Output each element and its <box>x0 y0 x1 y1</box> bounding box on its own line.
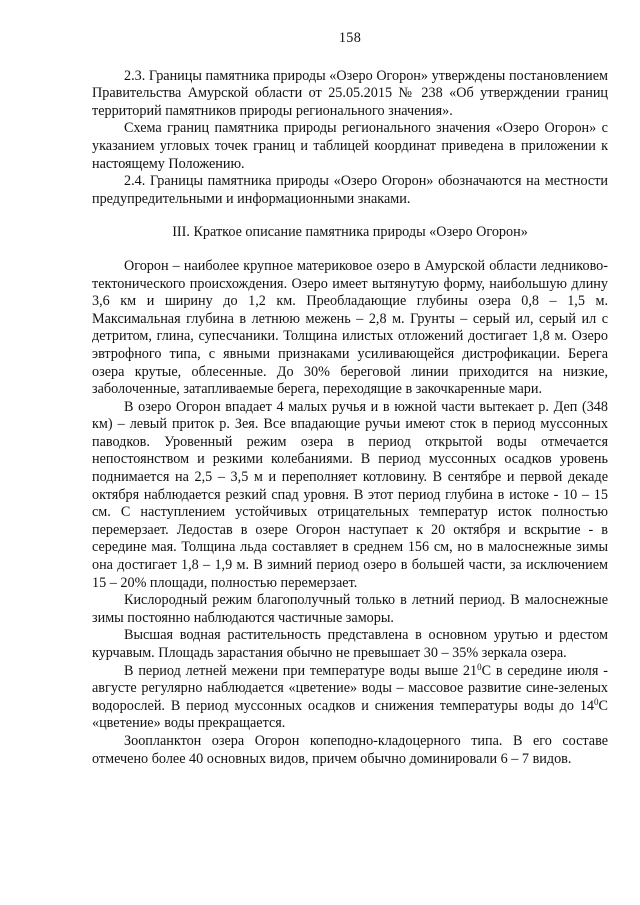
paragraph-lake-description: Огорон – наиболее крупное материковое озеро в Амурской области ледниково-тектонического происхождения. Озеро имеет вытянутую форму, наибольшую длину 3,6 км и ширину до 1,2 км. Преобладающие глубины озера 0,8 – 1,5 м. Максимальная глубина в летнюю межень – 2,8 м. Грунты – серый ил, серый ил с детритом, глина, супесчаники. Толщина илистых отложений достигает 1,8 м. Озеро эвтрофного типа, с явными признаками усиливающейся дистрофикации. Берега озера крутые, облесенные. До 30% береговой линии приходится на низкие, заболоченные, затапливаемые берега, переходящие в закочкаренные мари. <box>92 257 608 398</box>
paragraph-2-3: 2.3. Границы памятника природы «Озеро Огорон» утверждены постановлением Правительства Амурской области от 25.05.2015 № 238 «Об утверждении границ территорий памятников природы регионального значения». <box>92 67 608 119</box>
section-iii-heading: III. Краткое описание памятника природы «Озеро Огорон» <box>172 224 528 241</box>
bloom-text-part-1: В период летней межени при температуре воды выше 21 <box>124 662 478 679</box>
paragraph-zooplankton: Зоопланктон озера Огорон копеподно-кладоцерного типа. В его составе отмечено более 40 основных видов, причем обычно доминировали 6 – 7 видов. <box>92 732 608 767</box>
paragraph-water-bloom <box>92 663 608 733</box>
paragraph-streams-and-ice: В озеро Огорон впадает 4 малых ручья и в южной части вытекает р. Деп (348 км) – левый приток р. Зея. Все впадающие ручьи имеют сток в период муссонных паводков. Уровенный режим озера в период открытой воды отмечается непостоянством и резкими колебаниями. В период муссонных осадков уровень поднимается на 2,5 – 3,5 м и переполняет котловину. В сентябре и первой декаде октября наблюдается резкий спад уровня. В этот период глубина в истоке - 10 – 15 см. С наступлением устойчивых отрицательных температур исток полностью перемерзает. Ледостав в озере Огорон наступает к 20 октября и вскрытие - в середине мая. Толщина льда составляет в среднем 156 см, но в малоснежные зимы она достигает 1,8 – 1,9 м. В зимний период озеро в большей части, за исключением 15 – 20% площади, полностью перемерзает. <box>92 398 608 591</box>
paragraph-vegetation: Высшая водная растительность представлена в основном урутью и рдестом курчавым. Площадь зарастания обычно не превышает 30 – 35% зеркала озера. <box>92 627 608 661</box>
paragraph-2-4: 2.4. Границы памятника природы «Озеро Огорон» обозначаются на местности предупредительными и информационными знаками. <box>92 173 608 207</box>
page-number: 158 <box>338 30 362 46</box>
degree-superscript-1: 0 <box>477 661 482 672</box>
paragraph-scheme: Схема границ памятника природы регионального значения «Озеро Огорон» с указанием угловых точек границ и таблицей координат приведена в приложении к настоящему Положению. <box>92 120 608 172</box>
paragraph-oxygen-regime: Кислородный режим благополучный только в летний период. В малоснежные зимы постоянно наблюдаются частичные заморы. <box>92 592 608 626</box>
document-page <box>92 30 608 768</box>
bloom-text-part-2: С в середине июля - августе регулярно наблюдается «цветение» воды – массовое развитие сине-зеленых водорослей. В период муссонных осадков и снижения температуры воды до 14 <box>92 662 608 714</box>
degree-superscript-2: 0 <box>594 696 599 707</box>
bloom-text-part-3: С «цветение» воды прекращается. <box>92 697 608 732</box>
